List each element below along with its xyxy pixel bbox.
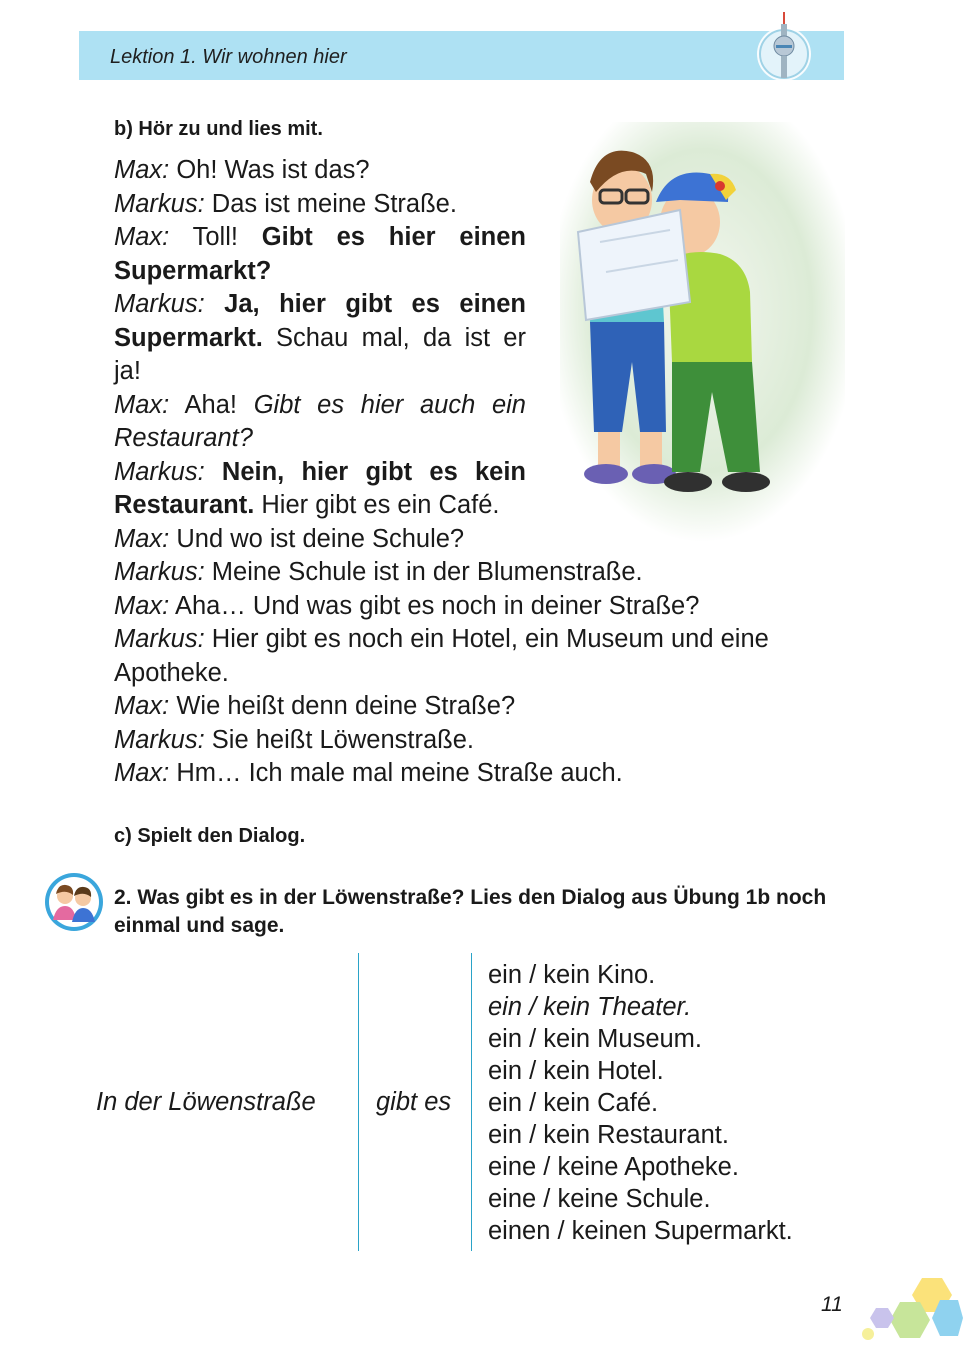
- table-ending-item: ein / kein Restaurant.: [488, 1121, 729, 1149]
- table-subject-phrase: In der Löwenstraße: [96, 1088, 316, 1116]
- dialog-line: Markus: Das ist meine Straße.: [114, 189, 457, 218]
- exercise-2-heading: 2. Was gibt es in der Löwenstraße? Lies den Dialog aus Übung 1b noch einmal und sage.: [114, 886, 827, 937]
- table-endings-list: [488, 959, 793, 1247]
- pair-work-icon: [44, 872, 104, 932]
- dialog-line: Markus: Meine Schule ist in der Blumenstraße.: [114, 558, 643, 586]
- tv-tower-icon: [752, 10, 816, 82]
- dialog-line: Max: Oh! Was ist das?: [114, 156, 370, 184]
- dialog: [114, 154, 844, 791]
- hexagon-decoration: [862, 1278, 963, 1348]
- table-ending-item: ein / kein Kino.: [488, 961, 656, 989]
- dialog-line: Max: Wie heißt denn deine Straße?: [114, 692, 516, 720]
- section-b-heading: b) Hör zu und lies mit.: [114, 118, 323, 140]
- table-ending-item: eine / keine Apotheke.: [488, 1153, 739, 1181]
- table-ending-item: eine / keine Schule.: [488, 1185, 711, 1213]
- page-number: 11: [821, 1293, 843, 1316]
- page-header-title: Lektion 1. Wir wohnen hier: [110, 46, 347, 68]
- dialog-line: Max: Und wo ist deine Schule?: [114, 524, 465, 553]
- table-ending-item: einen / keinen Supermarkt.: [488, 1217, 793, 1245]
- dialog-line: Markus: Sie heißt Löwenstraße.: [114, 725, 474, 754]
- table-ending-item: ein / kein Museum.: [488, 1025, 703, 1053]
- dialog-line: Markus: Ja, hier gibt es einen Supermarkt. Schau mal, da ist er ja!: [114, 290, 526, 385]
- table-divider-1: [358, 953, 359, 1251]
- table-divider-2: [471, 953, 472, 1251]
- dialog-line: Max: Toll! Gibt es hier einen Supermarkt?: [114, 223, 526, 285]
- table-ending-item: ein / kein Café.: [488, 1089, 659, 1117]
- dialog-line: Max: Aha… Und was gibt es noch in deiner Straße?: [114, 591, 700, 620]
- dialog-line: Markus: Nein, hier gibt es kein Restaurant. Hier gibt es ein Café.: [114, 457, 526, 519]
- dialog-line: Max: Hm… Ich male mal meine Straße auch.: [114, 759, 623, 787]
- table-verb-phrase: gibt es: [376, 1088, 452, 1116]
- table-ending-item: ein / kein Theater.: [488, 993, 692, 1021]
- dialog-line: Markus: Hier gibt es noch ein Hotel, ein Museum und eine Apotheke.: [114, 625, 769, 687]
- section-c-heading: c) Spielt den Dialog.: [114, 825, 306, 847]
- dialog-line: Max: Aha! Gibt es hier auch ein Restaurant?: [114, 390, 526, 452]
- table-ending-item: ein / kein Hotel.: [488, 1057, 664, 1085]
